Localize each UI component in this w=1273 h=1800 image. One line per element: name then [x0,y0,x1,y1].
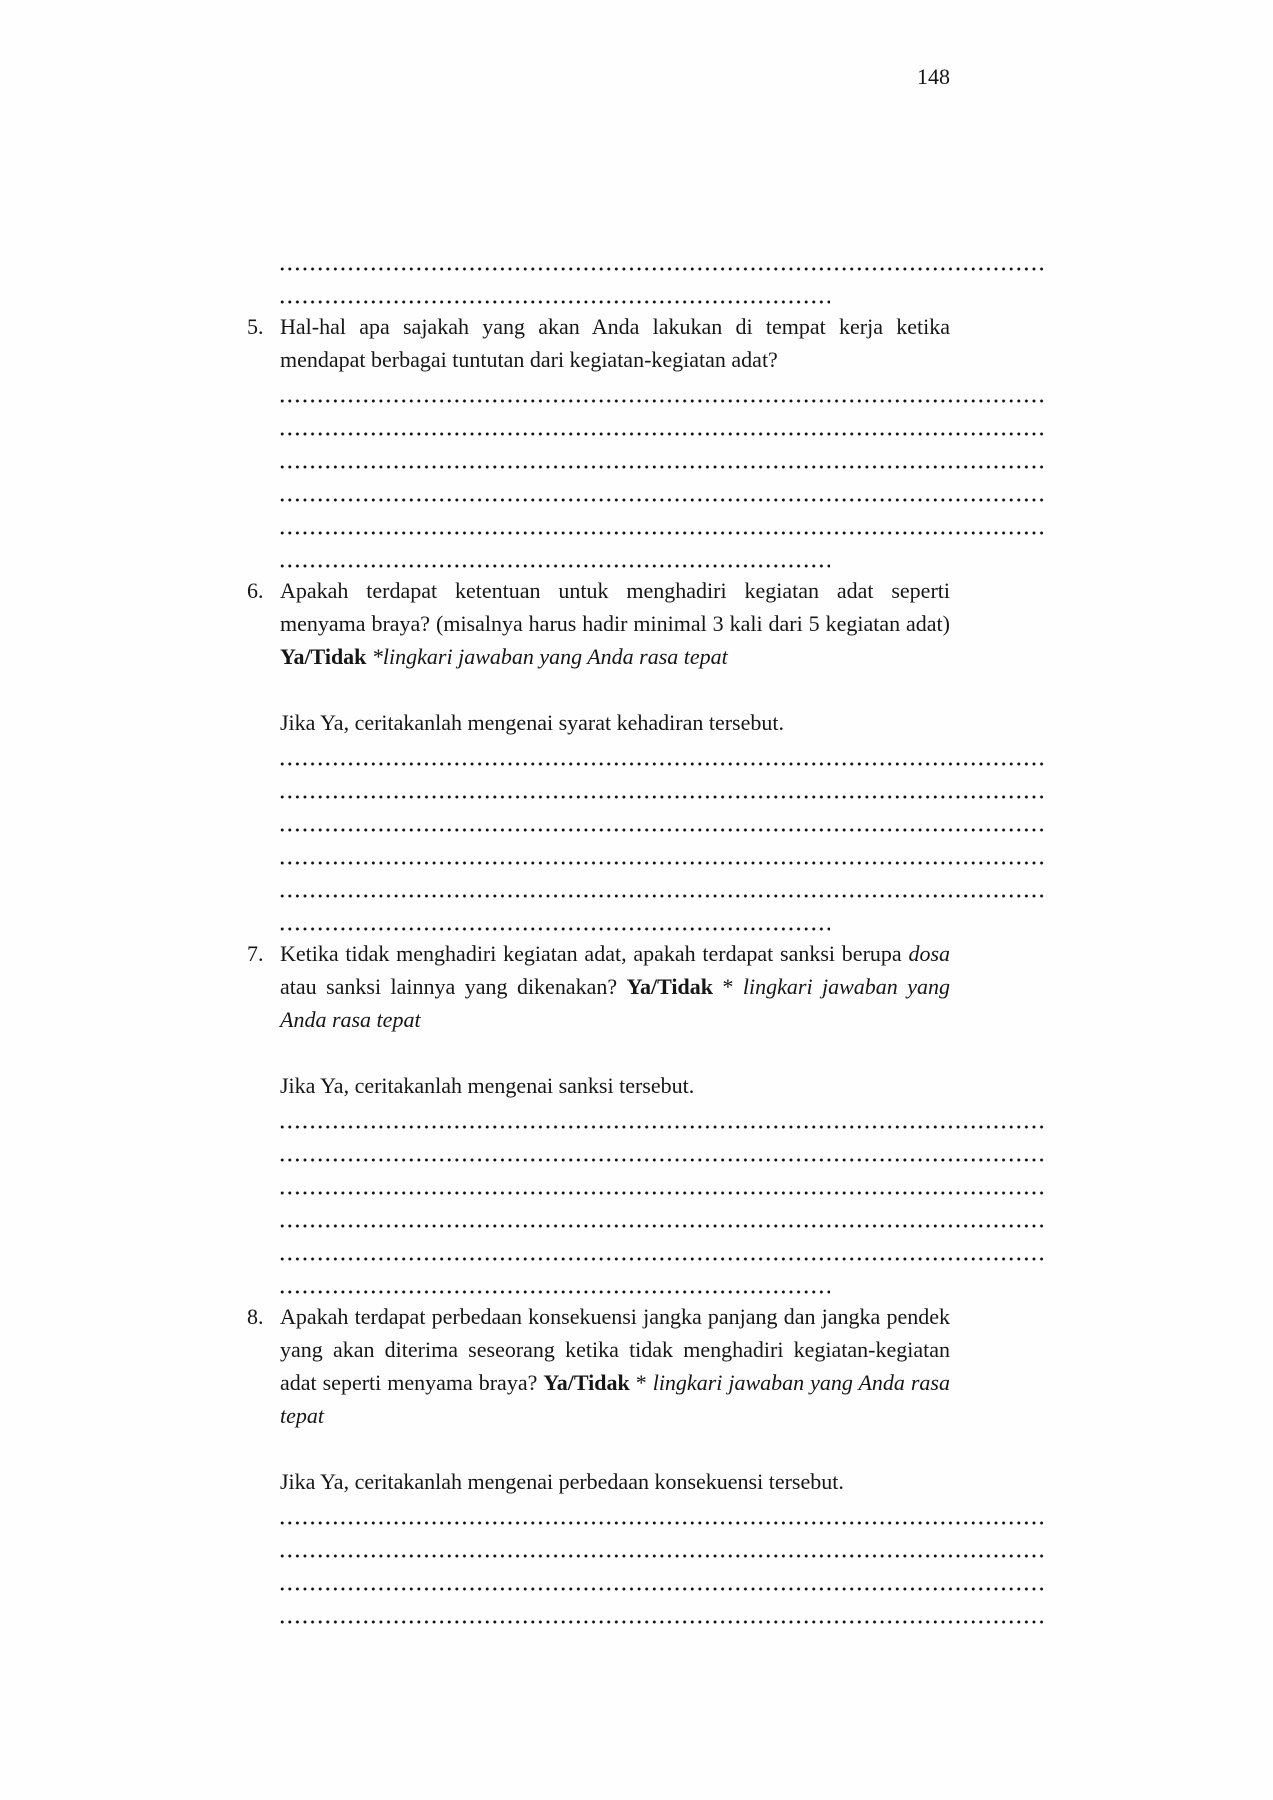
question-text-run: dosa [908,941,950,966]
answer-lines [247,376,950,574]
answer-blank-line [280,904,830,937]
answer-blank-line [280,376,1045,409]
question-text [247,574,950,673]
question-number: 7. [247,941,264,966]
question-text-run: Apakah terdapat ketentuan untuk menghadiri kegiatan adat seperti menyama braya? (misalnya harus hadir minimal 3 kali dari 5 kegiatan adat) [280,578,950,636]
answer-lines [247,739,950,937]
question-text-run: * [712,974,743,999]
answer-lines [247,1102,950,1300]
blank-line-spacer [247,1432,950,1465]
question-item [247,1300,950,1630]
answer-blank-line [280,1531,1045,1564]
question-text-run: * [629,1370,653,1395]
questions [247,310,950,1630]
answer-choice-ya-tidak: Ya/Tidak [280,644,367,669]
answer-blank-line [280,1564,1045,1597]
intro-answer-lines [247,244,950,310]
answer-blank-line [280,1102,1045,1135]
answer-lines [247,1498,950,1630]
question-number: 5. [247,314,264,339]
question-text [247,937,950,1036]
followup-instruction: Jika Ya, ceritakanlah mengenai syarat kehadiran tersebut. [280,710,784,735]
answer-blank-line [280,1267,830,1300]
question-number: 8. [247,1304,264,1329]
question-item [247,574,950,937]
question-item [247,937,950,1300]
answer-blank-line [280,772,1045,805]
page-number: 148 [917,64,950,89]
answer-blank-line [280,871,1045,904]
answer-blank-line [280,541,830,574]
answer-blank-line [280,1234,1045,1267]
followup-instruction: Jika Ya, ceritakanlah mengenai sanksi tersebut. [280,1073,695,1098]
answer-blank-line [280,1498,1045,1531]
question-text-run: Apakah terdapat perbedaan konsekuensi jangka panjang dan jangka pendek yang akan diterima seseorang ketika tidak menghadiri kegiatan-kegiatan adat seperti menyama braya? [280,1304,950,1395]
question-text-run: Hal-hal apa sajakah yang akan Anda lakukan di tempat kerja ketika mendapat berbagai tuntutan dari kegiatan-kegiatan adat? [280,314,950,372]
answer-blank-line [280,1597,1045,1630]
answer-blank-line [280,409,1045,442]
questionnaire-content [247,244,950,1630]
answer-blank-line [280,838,1045,871]
answer-blank-line [280,805,1045,838]
question-text-run: lingkari jawaban yang Anda rasa tepat [280,1370,950,1428]
question-text-run: atau sanksi lainnya yang dikenakan? [280,974,627,999]
blank-line-spacer [247,673,950,706]
question-text [247,310,950,376]
blank-line-spacer [247,1036,950,1069]
answer-blank-line [280,739,1045,772]
followup-instruction: Jika Ya, ceritakanlah mengenai perbedaan konsekuensi tersebut. [280,1469,844,1494]
answer-blank-line [280,442,1045,475]
question-item [247,310,950,574]
question-text-run: *lingkari jawaban yang Anda rasa tepat [371,644,728,669]
answer-choice-ya-tidak: Ya/Tidak [543,1370,630,1395]
question-number: 6. [247,578,264,603]
answer-blank-line [280,1201,1045,1234]
question-text [247,1300,950,1432]
answer-choice-ya-tidak: Ya/Tidak [626,974,713,999]
answer-blank-line [280,277,830,310]
answer-blank-line [280,475,1045,508]
question-text-run: Ketika tidak menghadiri kegiatan adat, apakah terdapat sanksi berupa [280,941,909,966]
answer-blank-line [280,244,1045,277]
question-text-run: lingkari jawaban yang Anda rasa tepat [280,974,950,1032]
answer-blank-line [280,1168,1045,1201]
answer-blank-line [280,1135,1045,1168]
answer-blank-line [280,508,1045,541]
